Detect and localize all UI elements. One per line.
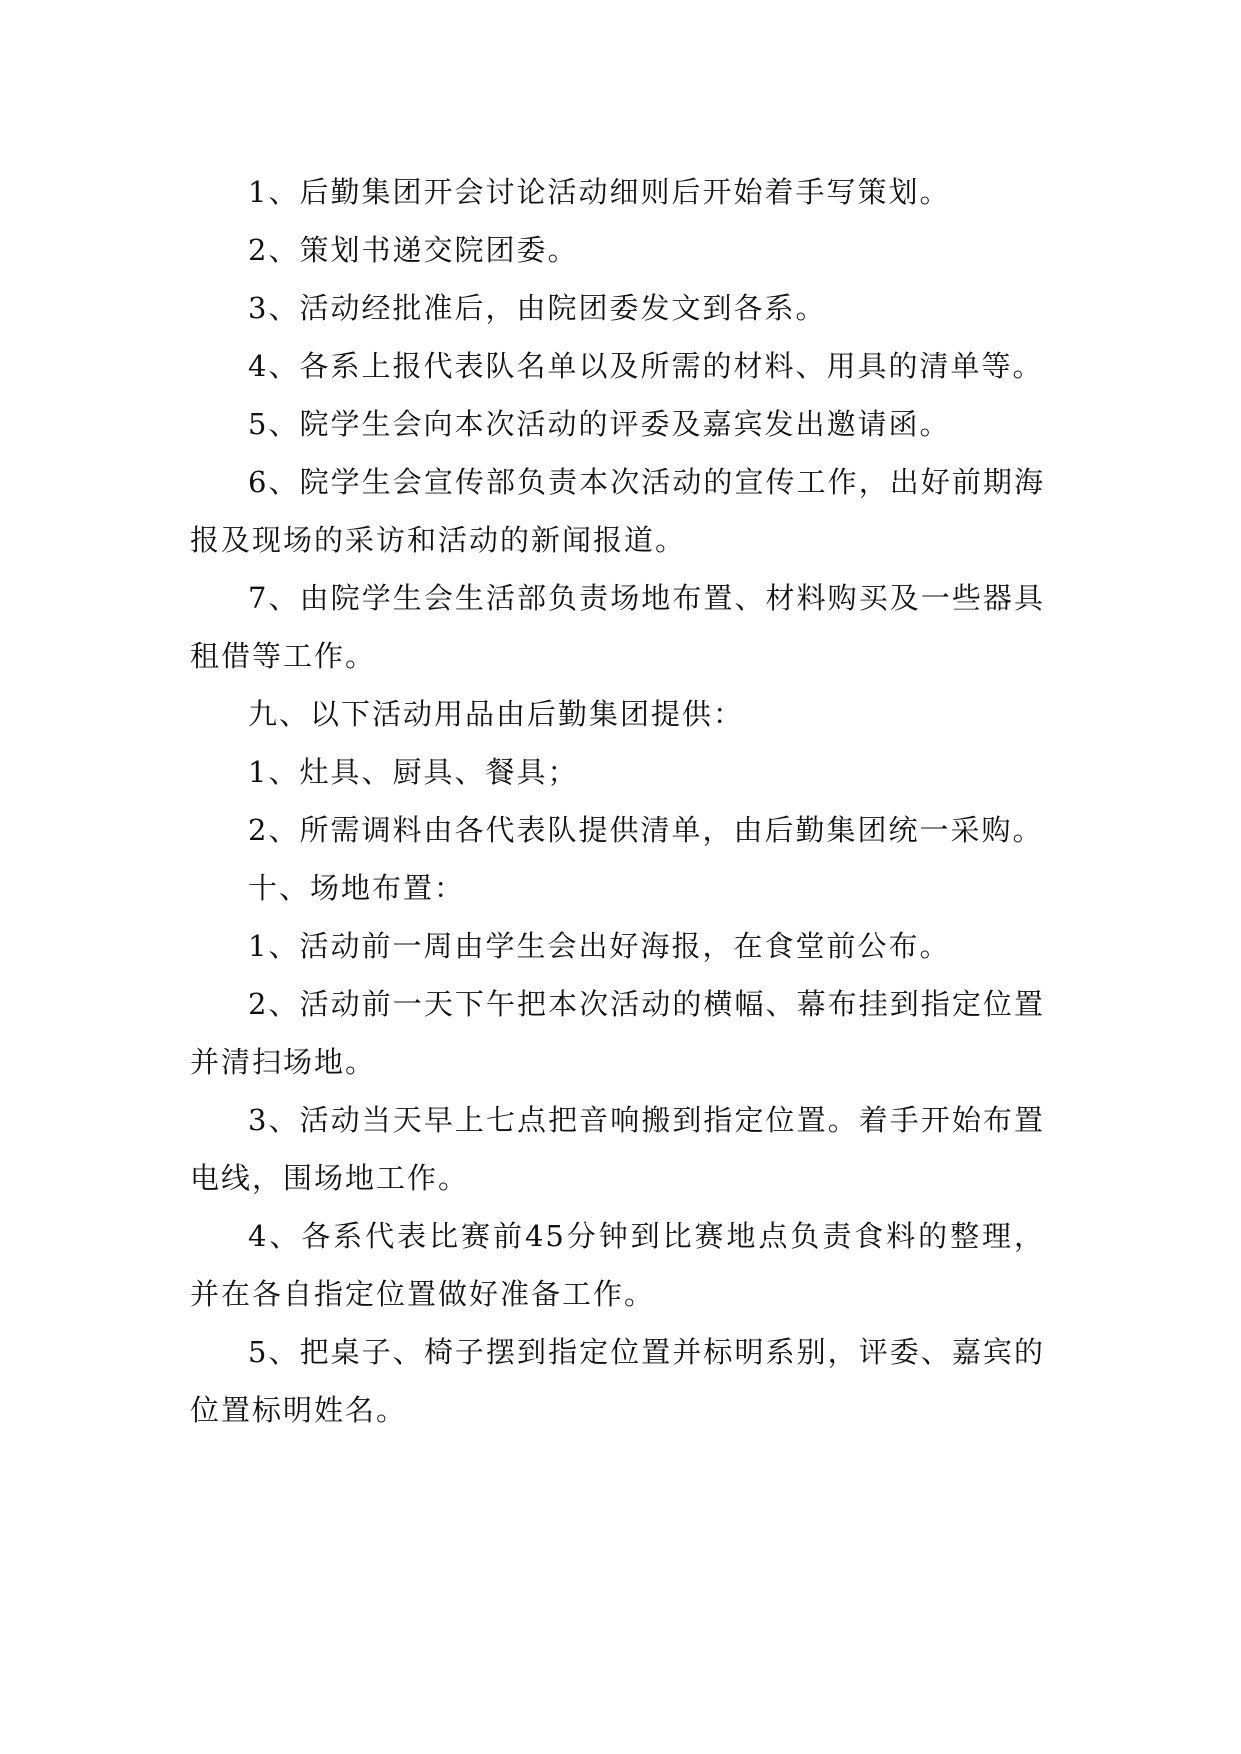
paragraph-9-2: 2、所需调料由各代表队提供清单，由后勤集团统一采购。 <box>248 813 1044 847</box>
paragraph-5: 5、院学生会向本次活动的评委及嘉宾发出邀请函。 <box>248 407 951 441</box>
paragraph-10-3: 3、活动当天早上七点把音响搬到指定位置。着手开始布置电线，围场地工作。 <box>190 1103 1045 1195</box>
section-heading-10: 十、场地布置： <box>248 871 466 905</box>
paragraph-3: 3、活动经批准后，由院团委发文到各系。 <box>248 291 827 325</box>
paragraph-10-5: 5、把桌子、椅子摆到指定位置并标明系别，评委、嘉宾的位置标明姓名。 <box>190 1335 1045 1427</box>
paragraph-6: 6、院学生会宣传部负责本次活动的宣传工作，出好前期海报及现场的采访和活动的新闻报道。 <box>190 465 1045 557</box>
section-heading-9: 九、以下活动用品由后勤集团提供： <box>248 697 745 731</box>
paragraph-4: 4、各系上报代表队名单以及所需的材料、用具的清单等。 <box>248 349 1044 383</box>
document-body <box>190 163 1045 1439</box>
paragraph-10-1: 1、活动前一周由学生会出好海报，在食堂前公布。 <box>248 929 951 963</box>
paragraph-2: 2、策划书递交院团委。 <box>248 233 579 267</box>
paragraph-10-4: 4、各系代表比赛前45分钟到比赛地点负责食料的整理，并在各自指定位置做好准备工作。 <box>190 1219 1045 1311</box>
paragraph-1: 1、后勤集团开会讨论活动细则后开始着手写策划。 <box>248 175 951 209</box>
paragraph-10-2: 2、活动前一天下午把本次活动的横幅、幕布挂到指定位置并清扫场地。 <box>190 987 1045 1079</box>
paragraph-9-1: 1、灶具、厨具、餐具； <box>248 755 579 789</box>
paragraph-7: 7、由院学生会生活部负责场地布置、材料购买及一些器具租借等工作。 <box>190 581 1045 673</box>
